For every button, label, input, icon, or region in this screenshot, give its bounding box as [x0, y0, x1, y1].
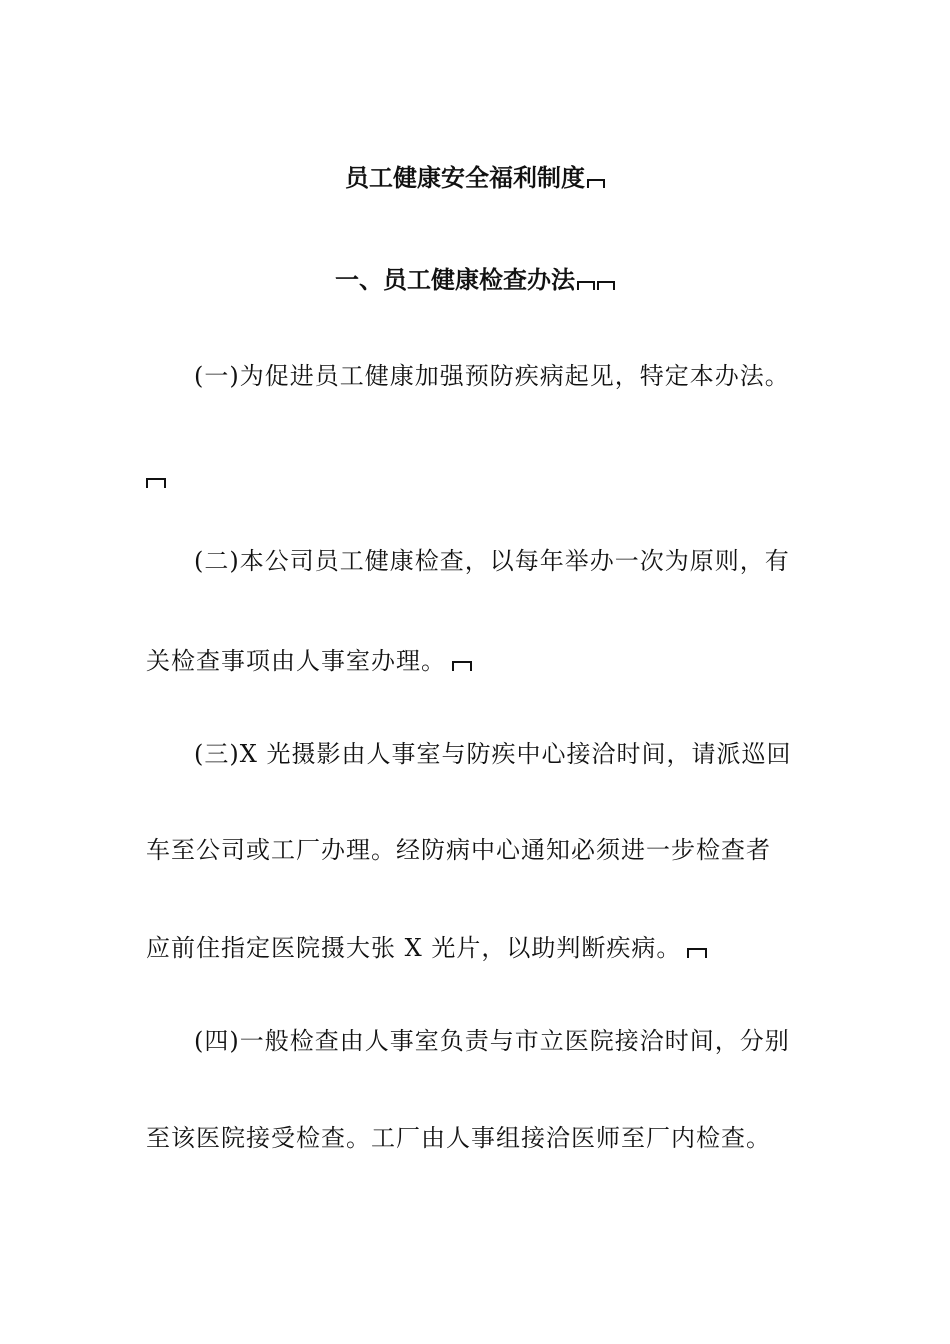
paragraph-3-line-1: (三)X 光摄影由人事室与防疾中心接洽时间，请派巡回: [194, 740, 792, 768]
paragraph-4-line-1: (四)一般检查由人事室负责与市立医院接洽时间，分别: [194, 1027, 790, 1055]
paragraph-mark-icon: [597, 281, 615, 290]
paragraph-2-line-2: [146, 645, 472, 677]
document-title-text: 员工健康安全福利制度: [345, 164, 585, 192]
paragraph-mark-icon: [687, 948, 707, 958]
paragraph-3-line-2: 车至公司或工厂办理。经防病中心通知必须进一步检查者: [146, 836, 771, 864]
paragraph-mark-icon: [146, 478, 166, 488]
paragraph-1-line-1: (一)为促进员工健康加强预防疾病起见，特定本办法。: [194, 362, 790, 390]
paragraph-3-line-3: [146, 932, 707, 964]
section-heading: [0, 264, 950, 296]
section-heading-text: 一、员工健康检查办法: [335, 266, 575, 294]
paragraph-4-line-2: 至该医院接受检查。工厂由人事组接洽医师至厂内检查。: [146, 1124, 771, 1152]
paragraph-mark-icon: [587, 179, 605, 188]
paragraph-2-line-1: (二)本公司员工健康检查，以每年举办一次为原则，有: [194, 547, 790, 575]
document-title: [0, 162, 950, 194]
paragraph-3-line-3-text: 应前住指定医院摄大张 X 光片，以助判断疾病。: [146, 934, 682, 962]
paragraph-mark-icon: [452, 661, 472, 671]
paragraph-mark-icon: [577, 281, 595, 290]
paragraph-2-line-2-text: 关检查事项由人事室办理。: [146, 647, 446, 675]
